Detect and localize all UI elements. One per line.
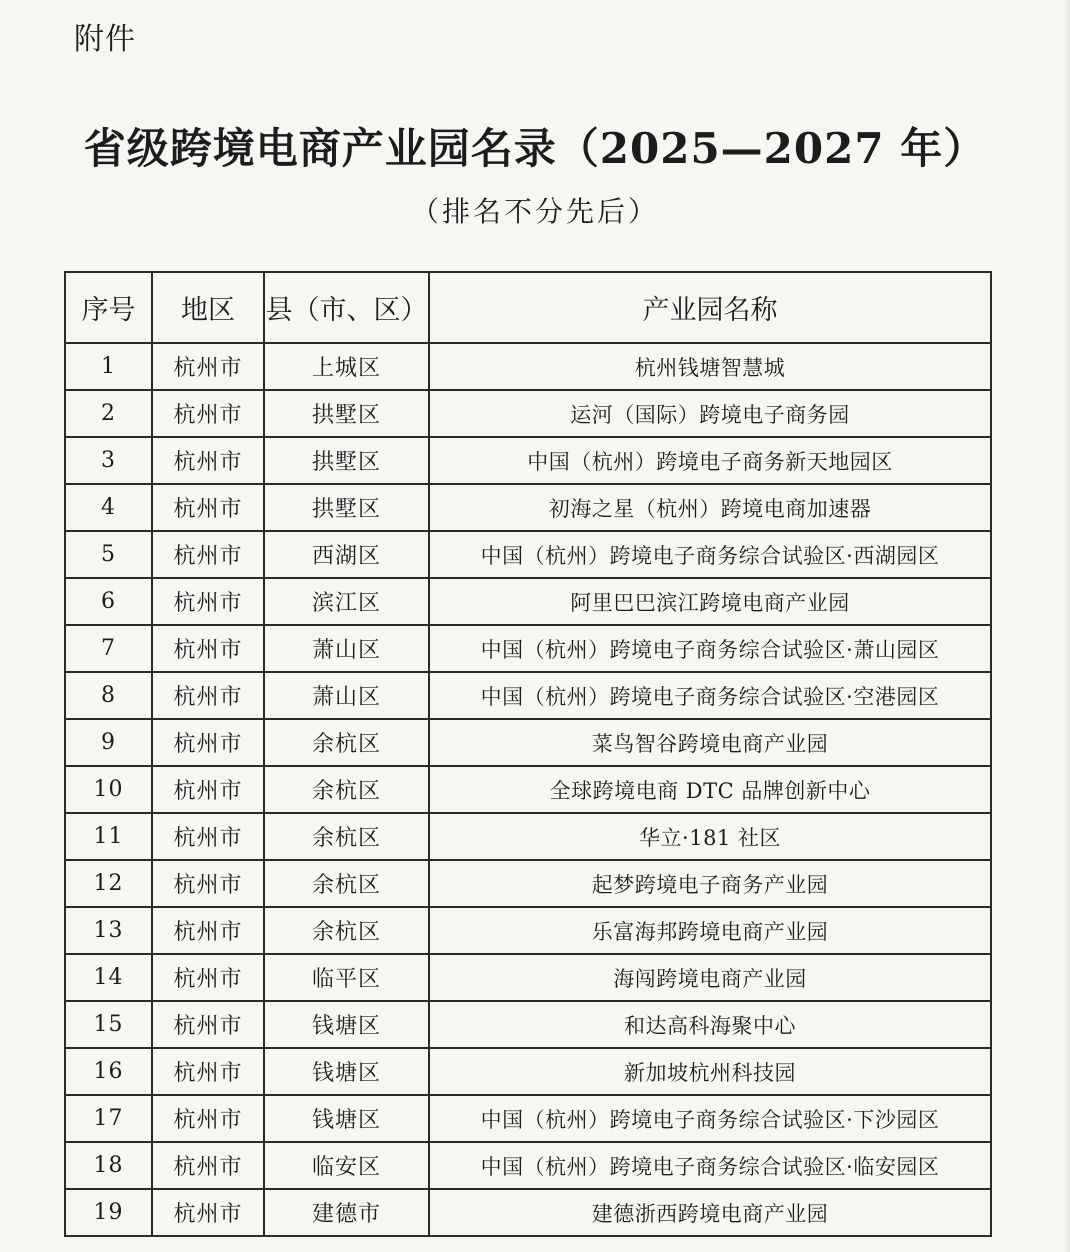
- cell-county: 临安区: [264, 1142, 429, 1189]
- header-region: 地区: [152, 272, 264, 343]
- cell-park-name: 海闯跨境电商产业园: [429, 954, 991, 1001]
- cell-region: 杭州市: [152, 719, 264, 766]
- table-header: [65, 272, 991, 343]
- cell-serial-number: 13: [65, 907, 152, 954]
- cell-region: 杭州市: [152, 625, 264, 672]
- cell-county: 萧山区: [264, 672, 429, 719]
- cell-county: 建德市: [264, 1189, 429, 1236]
- cell-park-name: 起梦跨境电子商务产业园: [429, 860, 991, 907]
- document-title: 省级跨境电商产业园名录（2025—2027 年）: [83, 124, 987, 173]
- table-row: [65, 1001, 991, 1048]
- cell-region: 杭州市: [152, 531, 264, 578]
- cell-serial-number: 6: [65, 578, 152, 625]
- cell-serial-number: 16: [65, 1048, 152, 1095]
- cell-county: 余杭区: [264, 766, 429, 813]
- table-row: [65, 484, 991, 531]
- cell-park-name: 中国（杭州）跨境电子商务综合试验区·西湖园区: [429, 531, 991, 578]
- cell-region: 杭州市: [152, 437, 264, 484]
- cell-county: 钱塘区: [264, 1001, 429, 1048]
- cell-serial-number: 14: [65, 954, 152, 1001]
- cell-park-name: 建德浙西跨境电商产业园: [429, 1189, 991, 1236]
- header-row: [65, 272, 991, 343]
- cell-park-name: 杭州钱塘智慧城: [429, 343, 991, 390]
- header-park-name: 产业园名称: [429, 272, 991, 343]
- cell-serial-number: 19: [65, 1189, 152, 1236]
- table-row: [65, 578, 991, 625]
- cell-park-name: 初海之星（杭州）跨境电商加速器: [429, 484, 991, 531]
- table-row: [65, 625, 991, 672]
- cell-serial-number: 7: [65, 625, 152, 672]
- cell-serial-number: 12: [65, 860, 152, 907]
- cell-park-name: 华立·181 社区: [429, 813, 991, 860]
- cell-serial-number: 5: [65, 531, 152, 578]
- cell-region: 杭州市: [152, 484, 264, 531]
- cell-park-name: 乐富海邦跨境电商产业园: [429, 907, 991, 954]
- scan-shadow: [1064, 0, 1070, 1252]
- cell-park-name: 阿里巴巴滨江跨境电商产业园: [429, 578, 991, 625]
- cell-park-name: 中国（杭州）跨境电子商务综合试验区·临安园区: [429, 1142, 991, 1189]
- cell-park-name: 中国（杭州）跨境电子商务新天地园区: [429, 437, 991, 484]
- cell-county: 西湖区: [264, 531, 429, 578]
- cell-serial-number: 9: [65, 719, 152, 766]
- cell-park-name: 中国（杭州）跨境电子商务综合试验区·下沙园区: [429, 1095, 991, 1142]
- table-row: [65, 343, 991, 390]
- cell-region: 杭州市: [152, 860, 264, 907]
- cell-park-name: 菜鸟智谷跨境电商产业园: [429, 719, 991, 766]
- cell-region: 杭州市: [152, 907, 264, 954]
- cell-county: 拱墅区: [264, 484, 429, 531]
- table-row: [65, 531, 991, 578]
- table-row: [65, 1142, 991, 1189]
- table-body: [65, 343, 991, 1236]
- attachment-label: 附件: [74, 22, 136, 57]
- cell-county: 萧山区: [264, 625, 429, 672]
- cell-park-name: 运河（国际）跨境电子商务园: [429, 390, 991, 437]
- cell-region: 杭州市: [152, 1189, 264, 1236]
- header-county: 县（市、区）: [264, 272, 429, 343]
- table-row: [65, 1048, 991, 1095]
- table-row: [65, 1095, 991, 1142]
- table-row: [65, 719, 991, 766]
- cell-park-name: 新加坡杭州科技园: [429, 1048, 991, 1095]
- table-row: [65, 954, 991, 1001]
- cell-region: 杭州市: [152, 1048, 264, 1095]
- cell-serial-number: 10: [65, 766, 152, 813]
- cell-park-name: 中国（杭州）跨境电子商务综合试验区·空港园区: [429, 672, 991, 719]
- table-row: [65, 813, 991, 860]
- cell-county: 滨江区: [264, 578, 429, 625]
- cell-serial-number: 3: [65, 437, 152, 484]
- cell-region: 杭州市: [152, 672, 264, 719]
- cell-county: 钱塘区: [264, 1095, 429, 1142]
- cell-region: 杭州市: [152, 1142, 264, 1189]
- cell-region: 杭州市: [152, 1095, 264, 1142]
- cell-county: 拱墅区: [264, 437, 429, 484]
- cell-serial-number: 15: [65, 1001, 152, 1048]
- cell-park-name: 和达高科海聚中心: [429, 1001, 991, 1048]
- cell-serial-number: 2: [65, 390, 152, 437]
- table-row: [65, 1189, 991, 1236]
- cell-region: 杭州市: [152, 954, 264, 1001]
- cell-serial-number: 11: [65, 813, 152, 860]
- document-subtitle: （排名不分先后）: [410, 195, 659, 228]
- cell-region: 杭州市: [152, 766, 264, 813]
- table-row: [65, 766, 991, 813]
- cell-county: 余杭区: [264, 719, 429, 766]
- cell-region: 杭州市: [152, 390, 264, 437]
- cell-county: 拱墅区: [264, 390, 429, 437]
- cell-county: 余杭区: [264, 860, 429, 907]
- header-serial-number: 序号: [65, 272, 152, 343]
- cell-park-name: 全球跨境电商 DTC 品牌创新中心: [429, 766, 991, 813]
- cell-county: 钱塘区: [264, 1048, 429, 1095]
- table-row: [65, 672, 991, 719]
- cell-region: 杭州市: [152, 813, 264, 860]
- cell-county: 临平区: [264, 954, 429, 1001]
- cell-county: 余杭区: [264, 813, 429, 860]
- cell-park-name: 中国（杭州）跨境电子商务综合试验区·萧山园区: [429, 625, 991, 672]
- cell-serial-number: 4: [65, 484, 152, 531]
- cell-county: 上城区: [264, 343, 429, 390]
- table-row: [65, 437, 991, 484]
- cell-serial-number: 8: [65, 672, 152, 719]
- table-row: [65, 860, 991, 907]
- cell-county: 余杭区: [264, 907, 429, 954]
- cell-region: 杭州市: [152, 578, 264, 625]
- table-row: [65, 907, 991, 954]
- cell-serial-number: 17: [65, 1095, 152, 1142]
- cell-region: 杭州市: [152, 343, 264, 390]
- table-row: [65, 390, 991, 437]
- industrial-park-table: [64, 271, 992, 1237]
- cell-serial-number: 1: [65, 343, 152, 390]
- cell-region: 杭州市: [152, 1001, 264, 1048]
- cell-serial-number: 18: [65, 1142, 152, 1189]
